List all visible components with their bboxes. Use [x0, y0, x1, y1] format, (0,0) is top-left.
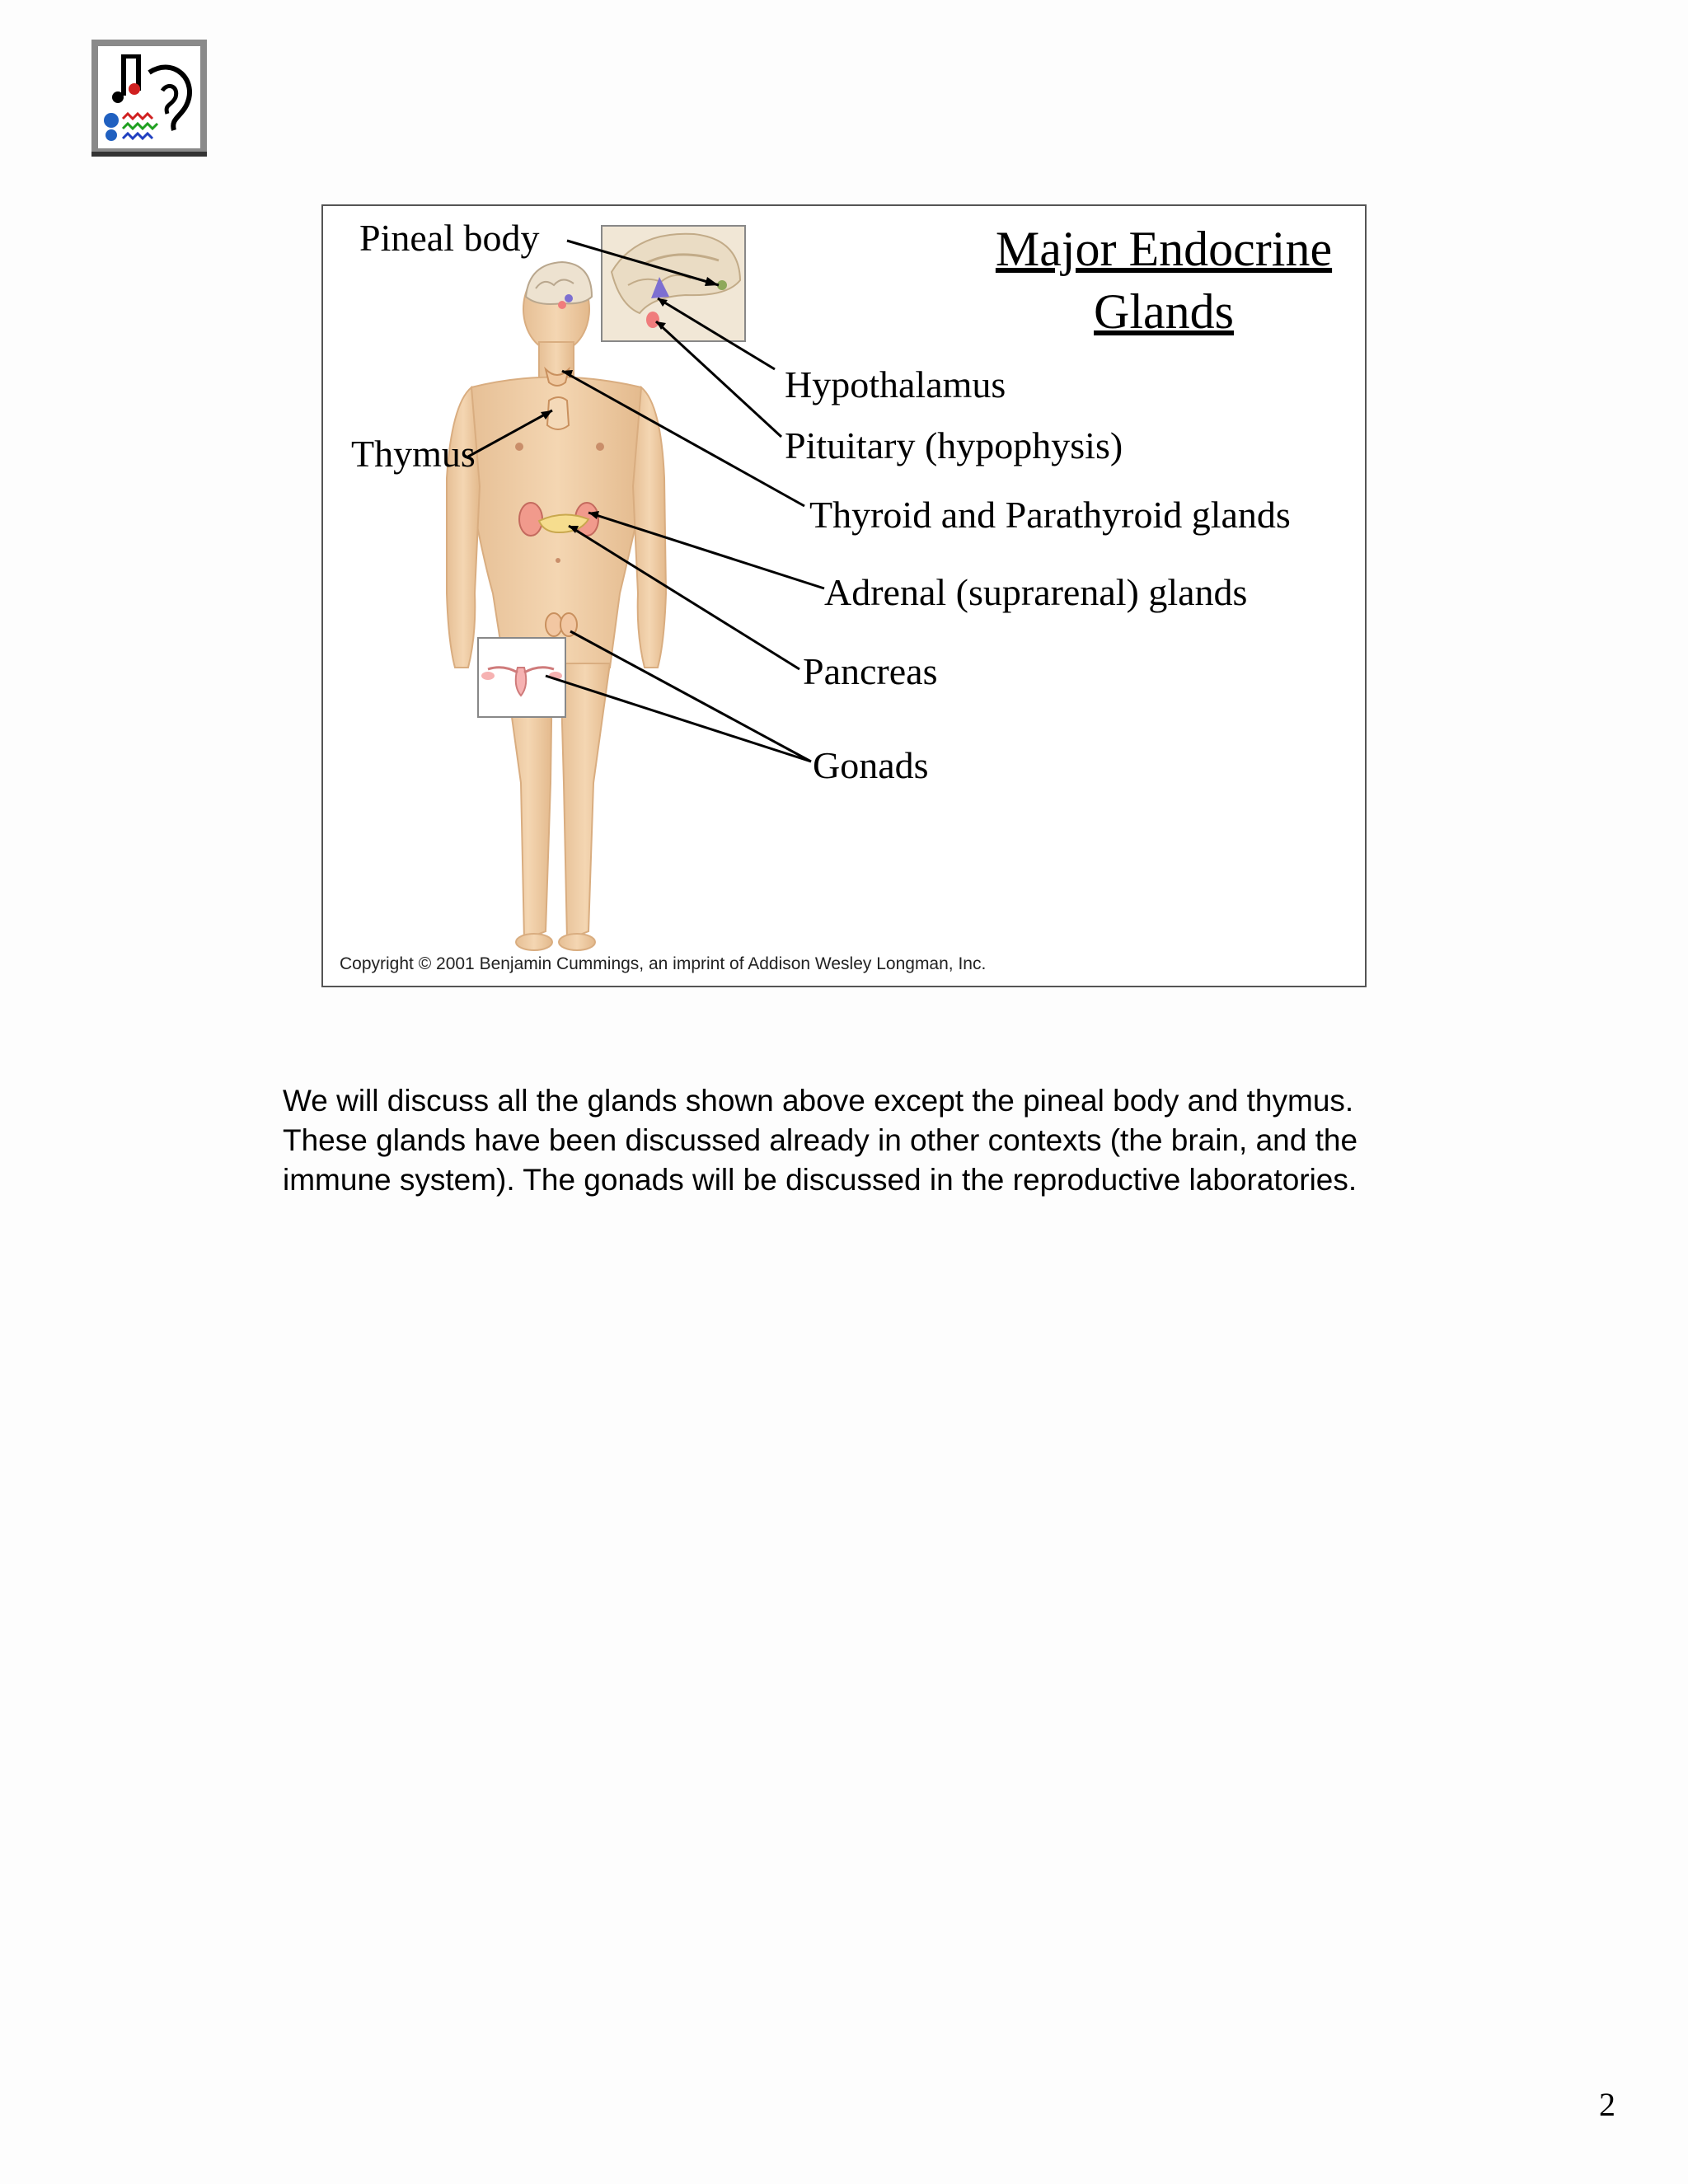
pituitary-mark — [558, 301, 566, 309]
label-pituitary: Pituitary (hypophysis) — [785, 424, 1123, 466]
figure-title-line1: Major Endocrine — [995, 222, 1333, 276]
label-thyroid: Thyroid and Parathyroid glands — [809, 494, 1291, 536]
label-hypothalamus: Hypothalamus — [785, 363, 1006, 405]
caption-paragraph: We will discuss all the glands shown above except the pineal body and thymus. These glands have been discussed already in other contexts (the brain, and the immune system). The gonads will be discussed in the reproductive laboratories. — [283, 1084, 1358, 1197]
brain-inset — [602, 226, 745, 341]
logo-icon — [91, 40, 207, 157]
label-thymus: Thymus — [351, 433, 476, 475]
label-adrenal: Adrenal (suprarenal) glands — [824, 571, 1248, 613]
figure-title-line2: Glands — [1094, 284, 1234, 339]
endocrine-figure — [321, 204, 1367, 987]
label-gonads: Gonads — [813, 744, 929, 786]
copyright-notice: Copyright © 2001 Benjamin Cummings, an imprint of Addison Wesley Longman, Inc. — [340, 954, 987, 973]
human-body — [447, 266, 666, 950]
label-pineal-body: Pineal body — [359, 217, 540, 259]
page-number: 2 — [1599, 2086, 1615, 2123]
label-pancreas: Pancreas — [803, 650, 938, 692]
figure-title — [842, 218, 1485, 343]
